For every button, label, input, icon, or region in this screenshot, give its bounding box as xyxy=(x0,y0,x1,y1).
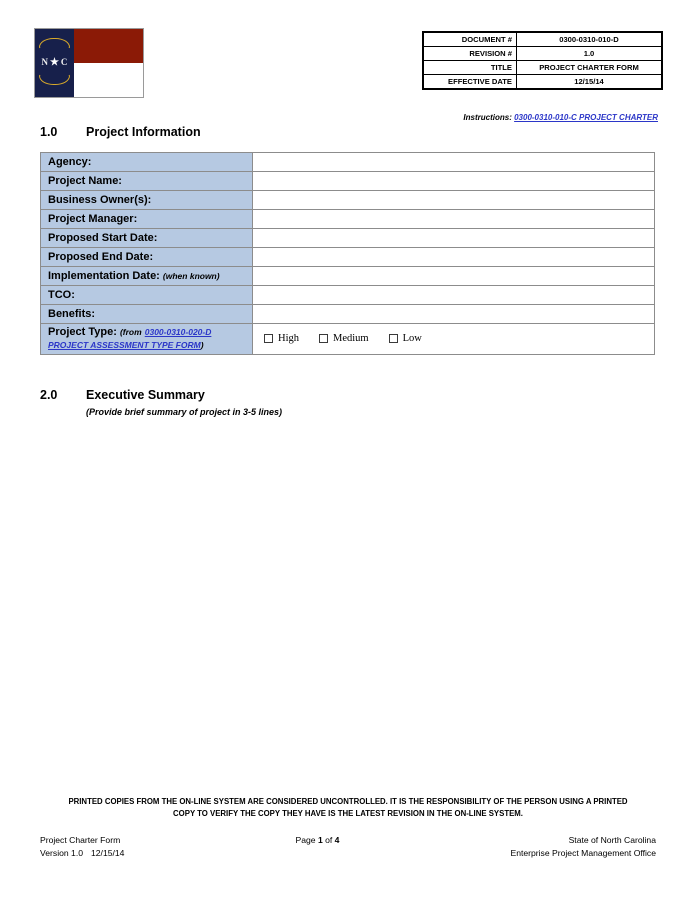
page-footer xyxy=(40,834,656,860)
flag-lettering xyxy=(35,55,74,71)
doc-control-row xyxy=(423,47,662,61)
footer-right-block xyxy=(510,834,656,860)
flag-star-icon: ★ xyxy=(49,56,59,68)
document-header-band xyxy=(0,0,696,122)
checkbox-icon-low[interactable] xyxy=(389,334,398,343)
flag-bottom-scroll xyxy=(39,74,69,86)
doc-label-effective-date: EFFECTIVE DATE xyxy=(423,75,517,90)
instructions-label: Instructions: xyxy=(463,113,512,122)
section-two-note: (Provide brief summary of project in 3-5 lines) xyxy=(86,407,283,417)
label-implementation-date-text: Implementation Date: xyxy=(48,270,160,282)
flag-letter-c: C xyxy=(60,57,68,68)
doc-value-title: PROJECT CHARTER FORM xyxy=(517,61,663,75)
footer-state-name: State of North Carolina xyxy=(568,835,656,845)
disclaimer-line-2: COPY TO VERIFY THE COPY THEY HAVE IS THE LATEST REVISION IN THE ON-LINE SYSTEM. xyxy=(173,809,523,819)
label-agency: Agency: xyxy=(41,153,253,172)
checkbox-option-high[interactable] xyxy=(264,333,299,344)
doc-value-revision-number: 1.0 xyxy=(517,47,663,61)
input-project-manager[interactable] xyxy=(253,210,655,229)
flag-white-bar xyxy=(74,63,143,97)
document-control-table xyxy=(422,31,663,90)
footer-version: Version 1.0 xyxy=(40,847,83,858)
table-row-project-manager xyxy=(41,210,655,229)
footer-version-date: 12/15/14 xyxy=(91,847,125,858)
table-row-implementation-date xyxy=(41,267,655,286)
section-two-number: 2.0 xyxy=(40,388,58,402)
footer-form-name: Project Charter Form xyxy=(40,835,121,845)
label-implementation-date xyxy=(41,267,253,286)
doc-value-effective-date: 12/15/14 xyxy=(517,75,663,90)
doc-label-document-number: DOCUMENT # xyxy=(423,32,517,47)
input-tco[interactable] xyxy=(253,286,655,305)
input-benefits[interactable] xyxy=(253,305,655,324)
footer-page-total: 4 xyxy=(334,835,340,845)
doc-control-row xyxy=(423,75,662,90)
label-project-type xyxy=(41,324,253,355)
footer-left-block xyxy=(40,834,124,860)
flag-hoist-panel xyxy=(35,29,74,97)
checkbox-option-low[interactable] xyxy=(389,333,422,344)
checkbox-label-medium: Medium xyxy=(333,333,369,345)
footer-page-indicator xyxy=(295,834,339,847)
checkbox-label-low: Low xyxy=(402,333,422,345)
north-carolina-flag-icon xyxy=(34,28,144,98)
table-row-business-owners xyxy=(41,191,655,210)
project-information-table xyxy=(40,152,655,355)
table-row-proposed-end-date xyxy=(41,248,655,267)
checkbox-icon-high[interactable] xyxy=(264,334,273,343)
label-proposed-end-date: Proposed End Date: xyxy=(41,248,253,267)
input-proposed-start-date[interactable] xyxy=(253,229,655,248)
instructions-link[interactable]: 0300-0310-010-C PROJECT CHARTER xyxy=(514,113,658,122)
input-implementation-date[interactable] xyxy=(253,267,655,286)
footer-office-name: Enterprise Project Management Office xyxy=(510,847,656,858)
flag-top-scroll xyxy=(39,38,69,50)
table-row-tco xyxy=(41,286,655,305)
checkbox-option-medium[interactable] xyxy=(319,333,369,344)
label-project-type-from: (from xyxy=(119,327,142,337)
section-one-number: 1.0 xyxy=(40,125,58,139)
input-agency[interactable] xyxy=(253,153,655,172)
table-row-project-type xyxy=(41,324,655,355)
label-tco: TCO: xyxy=(41,286,253,305)
label-project-name: Project Name: xyxy=(41,172,253,191)
doc-control-row xyxy=(423,61,662,75)
project-type-options-cell xyxy=(253,324,655,355)
section-heading-project-information xyxy=(40,125,201,143)
section-one-title: Project Information xyxy=(86,125,201,139)
table-row-proposed-start-date xyxy=(41,229,655,248)
doc-control-row xyxy=(423,32,662,47)
label-proposed-start-date: Proposed Start Date: xyxy=(41,229,253,248)
footer-page-number: 1 xyxy=(317,835,323,845)
section-heading-executive-summary xyxy=(40,388,282,417)
checkbox-label-high: High xyxy=(278,333,299,345)
footer-page-of: of xyxy=(325,835,333,845)
label-project-type-close-paren: ) xyxy=(200,339,204,350)
instructions-line xyxy=(463,113,658,122)
footer-page-prefix: Page xyxy=(295,835,316,845)
label-benefits: Benefits: xyxy=(41,305,253,324)
section-two-title: Executive Summary xyxy=(86,388,205,402)
input-business-owners[interactable] xyxy=(253,191,655,210)
input-project-name[interactable] xyxy=(253,172,655,191)
doc-value-document-number: 0300-0310-010-D xyxy=(517,32,663,47)
table-row-benefits xyxy=(41,305,655,324)
project-assessment-type-form-link[interactable]: 0300-0310-020-D PROJECT ASSESSMENT TYPE FORM xyxy=(48,327,212,350)
footer-version-line xyxy=(40,847,124,860)
flag-red-bar xyxy=(74,29,143,63)
label-project-type-text: Project Type: xyxy=(48,326,117,338)
label-project-manager: Project Manager: xyxy=(41,210,253,229)
flag-letter-n: N xyxy=(41,57,48,68)
input-proposed-end-date[interactable] xyxy=(253,248,655,267)
table-row-project-name xyxy=(41,172,655,191)
checkbox-icon-medium[interactable] xyxy=(319,334,328,343)
label-business-owners: Business Owner(s): xyxy=(41,191,253,210)
doc-label-revision-number: REVISION # xyxy=(423,47,517,61)
doc-label-title: TITLE xyxy=(423,61,517,75)
table-row-agency xyxy=(41,153,655,172)
project-type-checkbox-group xyxy=(260,324,654,354)
printed-copy-disclaimer xyxy=(40,796,656,820)
disclaimer-line-1: PRINTED COPIES FROM THE ON-LINE SYSTEM ARE CONSIDERED UNCONTROLLED. IT IS THE RESPONSIBILITY OF THE PERSON USING A PRINTED xyxy=(68,797,628,806)
label-implementation-date-hint: (when known) xyxy=(162,271,220,281)
